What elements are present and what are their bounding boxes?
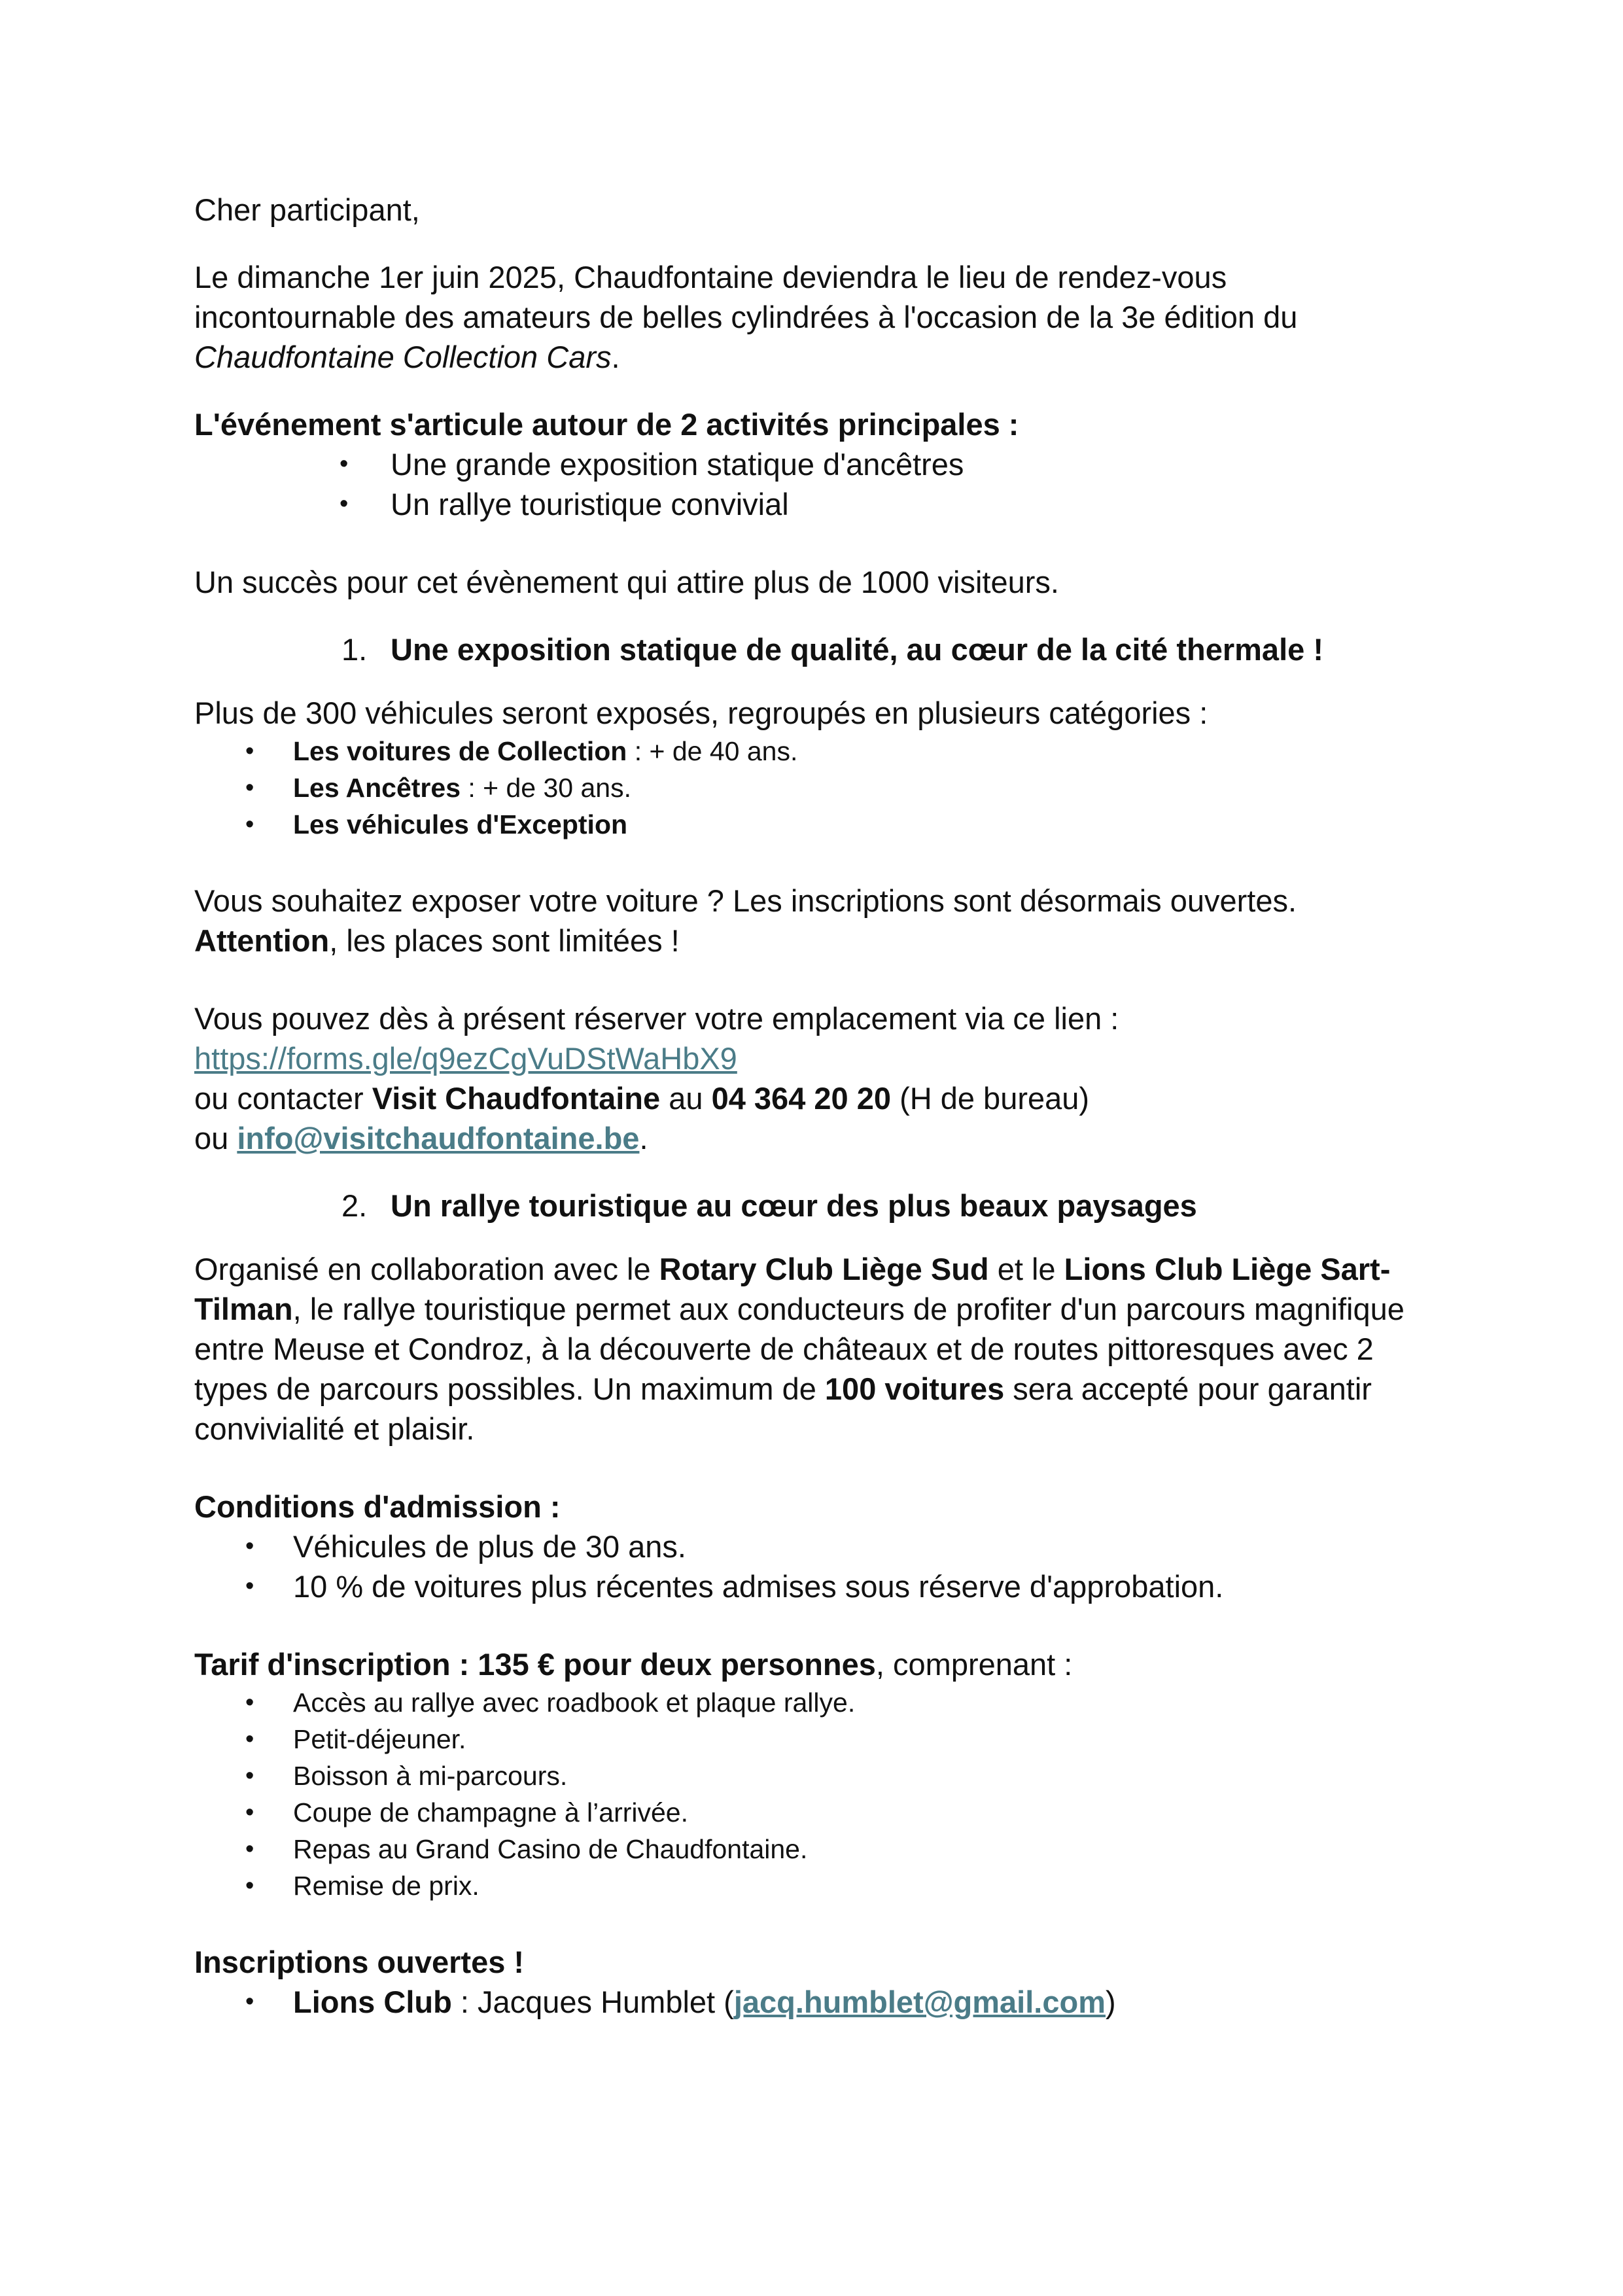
intro-end: . — [611, 340, 620, 374]
section2-title: Un rallye touristique au cœur des plus beaux paysages — [391, 1188, 1197, 1223]
register-question: Vous souhaitez exposer votre voiture ? Les inscriptions sont désormais ouvertes. — [194, 883, 1297, 918]
section2-paragraph — [194, 1249, 1424, 1449]
email-link[interactable]: info@visitchaudfontaine.be — [237, 1121, 640, 1156]
contact-post: (H de bureau) — [891, 1081, 1090, 1116]
section2-text-d: sera accepté pour garantir convivialité et plaisir. — [194, 1371, 1372, 1446]
tarif-heading — [194, 1644, 1437, 1684]
inscriptions-list — [194, 1982, 1437, 2022]
attention-text: , les places sont limitées ! — [329, 923, 680, 958]
section1-intro: Plus de 300 véhicules seront exposés, regroupés en plusieurs catégories : — [194, 696, 1208, 730]
section1-title: Une exposition statique de qualité, au cœur de la cité thermale ! — [391, 632, 1323, 667]
attention-line — [194, 921, 1437, 961]
inscriptions-heading — [194, 1942, 1437, 1982]
section1-title-item — [194, 629, 1437, 669]
list-item: • Accès au rallye avec roadbook et plaque rallye. — [194, 1684, 1437, 1721]
list-item: • 10 % de voitures plus récentes admises sous réserve d'approbation. — [194, 1566, 1437, 1606]
contact-close: ) — [1105, 1985, 1116, 2019]
section2-text-c: , le rallye touristique permet aux conducteurs de profiter d'un parcours magnifique entre Meuse et Condroz, à la découverte de châteaux et de routes pittoresques avec 2 types de parcours possibles. Un maximum de — [194, 1292, 1405, 1406]
activities-list — [194, 444, 1437, 524]
list-item: • Coupe de champagne à l’arrivée. — [194, 1794, 1437, 1831]
section2-text-b: et le — [988, 1252, 1064, 1286]
contact-line — [194, 1078, 1437, 1118]
activities-heading-text: L'événement s'articule autour de 2 activités principales : — [194, 407, 1019, 442]
contact-label: Lions Club — [293, 1985, 452, 2019]
contact-email-link[interactable]: jacq.humblet@gmail.com — [733, 1985, 1106, 2019]
intro-paragraph — [194, 257, 1372, 377]
inscriptions-heading-text: Inscriptions ouvertes ! — [194, 1945, 525, 1979]
success-text: Un succès pour cet évènement qui attire plus de 1000 visiteurs. — [194, 565, 1059, 599]
max-cars: 100 voitures — [824, 1371, 1005, 1406]
form-link[interactable]: https://forms.gle/q9ezCgVuDStWaHbX9 — [194, 1041, 737, 1076]
list-item — [194, 733, 1437, 769]
section2-text-a: Organisé en collaboration avec le — [194, 1252, 659, 1286]
conditions-list — [194, 1527, 1437, 1606]
contact-mid: au — [660, 1081, 712, 1116]
email-pre: ou — [194, 1121, 237, 1156]
section1-heading — [194, 629, 1437, 669]
section2-heading — [194, 1186, 1437, 1226]
greeting: Cher participant, — [194, 192, 420, 227]
list-item — [194, 769, 1437, 806]
tarif-heading-text: Tarif d'inscription : 135 € pour deux personnes — [194, 1647, 876, 1682]
contact-phone: 04 364 20 20 — [711, 1081, 892, 1116]
event-name: Chaudfontaine Collection Cars — [194, 340, 612, 374]
list-item: • Petit-déjeuner. — [194, 1721, 1437, 1757]
list-item: • Véhicules de plus de 30 ans. — [194, 1527, 1437, 1566]
category-detail: : + de 30 ans. — [461, 773, 631, 803]
list-item: • Une grande exposition statique d'ancêtres — [194, 444, 1437, 484]
section2-title-item — [194, 1186, 1437, 1226]
email-line — [194, 1118, 1437, 1158]
form-link-line — [194, 1038, 1437, 1078]
contact-text: : Jacques Humblet ( — [451, 1985, 734, 2019]
section2-number: 2. — [341, 1188, 368, 1223]
category-label: Les voitures de Collection — [293, 736, 627, 766]
attention-label: Attention — [194, 923, 330, 958]
categories-list — [194, 733, 1437, 843]
conditions-heading-text: Conditions d'admission : — [194, 1489, 561, 1524]
conditions-heading — [194, 1487, 1437, 1527]
intro-text: Le dimanche 1er juin 2025, Chaudfontaine deviendra le lieu de rendez-vous incontournable des amateurs de belles cylindrées à l'occasion de la 3e édition du — [194, 260, 1298, 334]
category-label: Les véhicules d'Exception — [293, 809, 628, 839]
tarif-suffix: , comprenant : — [875, 1647, 1073, 1682]
list-item: • Un rallye touristique convivial — [194, 484, 1437, 524]
contact-pre: ou contacter — [194, 1081, 372, 1116]
tarif-list — [194, 1684, 1437, 1904]
letter-body — [194, 190, 1437, 2022]
section1-number: 1. — [341, 632, 368, 667]
contact-org: Visit Chaudfontaine — [372, 1081, 661, 1116]
email-post: . — [639, 1121, 648, 1156]
list-item: • Remise de prix. — [194, 1867, 1437, 1904]
category-detail: : + de 40 ans. — [627, 736, 798, 766]
list-item: • Repas au Grand Casino de Chaudfontaine. — [194, 1831, 1437, 1867]
reserve-text: Vous pouvez dès à présent réserver votre emplacement via ce lien : — [194, 1001, 1119, 1036]
rotary-club: Rotary Club Liège Sud — [659, 1252, 989, 1286]
activities-heading — [194, 404, 1437, 444]
category-label: Les Ancêtres — [293, 773, 461, 803]
lions-club: Lions Club Liège Sart-Tilman — [194, 1252, 1391, 1326]
list-item — [194, 806, 1437, 843]
list-item — [194, 1982, 1437, 2022]
list-item: • Boisson à mi-parcours. — [194, 1757, 1437, 1794]
